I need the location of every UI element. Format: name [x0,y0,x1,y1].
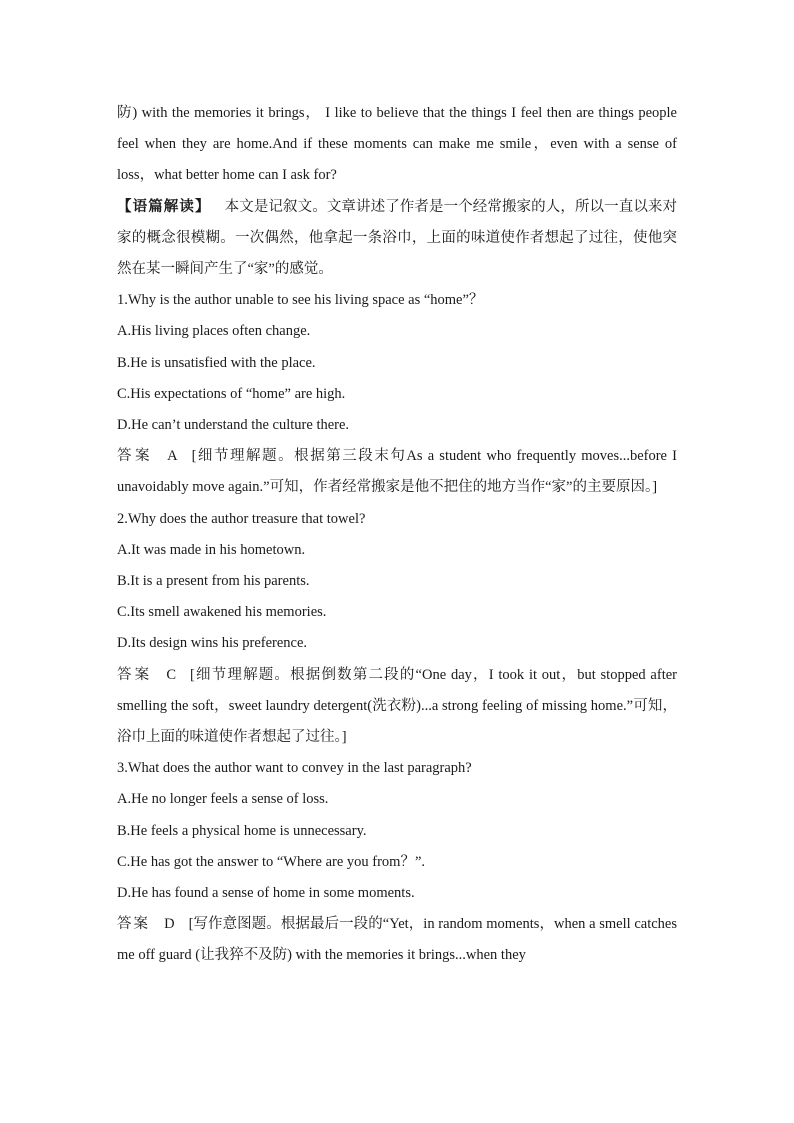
document-body [117,98,677,972]
option-a: A.It was made in his hometown. [117,541,306,558]
answer-label: 答案 [117,448,154,465]
option-b: B.He is unsatisfied with the place. [117,354,316,371]
question-2 [117,504,677,754]
analysis-tag: 【语篇解读】 [117,198,211,215]
answer-block [117,660,677,754]
option-c: C.His expectations of “home” are high. [117,385,346,402]
question-stem: 2.Why does the author treasure that towel? [117,510,366,527]
option-d: D.Its design wins his preference. [117,635,308,652]
option-c: C.He has got the answer to “Where are you from？”. [117,853,426,870]
answer-letter: D [164,916,175,933]
option-a: A.His living places often change. [117,323,311,340]
option-d: D.He can’t understand the culture there. [117,417,350,434]
answer-label: 答案 [117,916,151,933]
analysis-text: 本文是记叙文。文章讲述了作者是一个经常搬家的人，所以一直以来对家的概念很模糊。一次偶然，他拿起一条浴巾，上面的味道使作者想起了过往，使他突然在某一瞬间产生了“家”的感觉。 [117,198,678,278]
answer-letter: A [167,448,178,465]
option-c: C.Its smell awakened his memories. [117,604,327,621]
option-b: B.It is a present from his parents. [117,573,310,590]
option-a: A.He no longer feels a sense of loss. [117,791,329,808]
question-stem: 1.Why is the author unable to see his living space as “home”？ [117,292,484,309]
passage-continuation: 防) with the memories it brings， I like to believe that the things I feel then are things people feel when they are home.And if these moments can make me smile，even with a sense of loss，what better home can I ask for? [117,105,677,184]
answer-explanation: [写作意图题。根据最后一段的“Yet，in random moments，when a smell catches me off guard (让我猝不及防) with the memories it brings...when they [117,916,678,964]
question-1 [117,285,677,503]
option-d: D.He has found a sense of home in some moments. [117,885,415,902]
answer-explanation: [细节理解题。根据倒数第二段的“One day，I took it out，but stopped after smelling the soft，sweet laundry detergent(洗衣粉)...a strong feeling of missing home.”可知，浴巾上面的味道使作者想起了过往。] [117,666,677,746]
question-stem: 3.What does the author want to convey in the last paragraph? [117,760,472,777]
answer-explanation: [细节理解题。根据第三段末句As a student who frequently moves...before I unavoidably move again.”可知，作者经常搬家是他不把住的地方当作“家”的主要原因。] [117,448,677,496]
question-3 [117,753,677,971]
answer-label: 答案 [117,666,153,683]
passage-analysis [117,192,677,286]
option-b: B.He feels a physical home is unnecessary. [117,822,367,839]
answer-block [117,441,677,503]
answer-block [117,909,677,971]
answer-letter: C [166,666,177,683]
